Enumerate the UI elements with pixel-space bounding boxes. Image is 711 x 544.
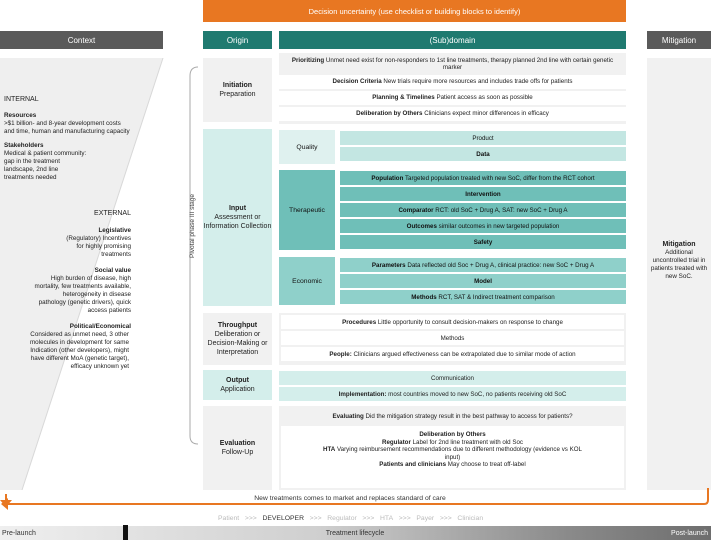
methods-text: RCT, SAT & Indirect treatment comparison: [436, 293, 555, 301]
data-bar: Data: [340, 147, 626, 161]
evaluating-label: Evaluating: [332, 412, 364, 420]
implementation-bar: [279, 387, 626, 401]
economic-label-box: Economic: [279, 257, 335, 305]
comparator-bar: [340, 203, 626, 217]
context-external: [4, 210, 131, 371]
prelaunch-label: Pre-launch: [2, 529, 36, 537]
comparator-label: Comparator: [398, 206, 434, 214]
implementation-text: most countries moved to new SoC, no patients receiving old SoC: [386, 390, 567, 398]
implementation-label: Implementation:: [338, 390, 387, 398]
political-title: Political/Economical: [69, 323, 131, 330]
subdomain-header: (Sub)domain: [279, 31, 626, 49]
deliberation-row: [279, 107, 626, 121]
outcomes-label: Outcomes: [406, 222, 437, 230]
chain-sep-1: >>>: [244, 515, 257, 522]
resources-title: Resources: [4, 112, 37, 119]
input-sub: Assessment or Information Collection: [203, 214, 272, 230]
product-bar: Product: [340, 131, 626, 145]
mitigation-content: [649, 241, 709, 281]
criteria-text: New trials require more resources and includes trade offs for patients: [381, 78, 573, 86]
patients-text: May choose to treat off-label: [446, 461, 526, 469]
initiation-block: [279, 53, 626, 124]
people-label: People:: [329, 350, 352, 358]
eval-deliberation-title: Deliberation by Others: [419, 431, 486, 438]
mitigation-title: Mitigation: [662, 241, 696, 248]
planning-row: [279, 91, 626, 105]
hta-text: Varying reimbursement recommendations due to different methodology (evidence vs KOL input): [335, 446, 582, 461]
origin-throughput: [203, 313, 272, 365]
origin-evaluation: [203, 406, 272, 490]
regulator-text: Label for 2nd line treatment with old Soc: [410, 438, 524, 446]
quality-label-box: Quality: [279, 130, 335, 164]
initiation-title: Initiation: [222, 82, 253, 89]
safety-bar: Safety: [340, 235, 626, 249]
stakeholders-title: Stakeholders: [4, 142, 44, 149]
output-sub: Application: [220, 386, 255, 393]
patients-label: Patients and clinicians: [379, 461, 447, 469]
evaluation-deliberation-card: [281, 426, 624, 488]
initiation-sub: Preparation: [219, 91, 256, 98]
postlaunch-label: Post-launch: [671, 529, 708, 537]
chain-payer: Payer: [416, 515, 435, 522]
communication-bar: Communication: [279, 371, 626, 385]
stakeholder-chain: [218, 515, 518, 525]
decision-uncertainty-banner: Decision uncertainty (use checklist or building blocks to identify): [203, 0, 626, 22]
planning-text: Patient access as soon as possible: [434, 94, 533, 102]
hta-label: HTA: [323, 446, 336, 454]
feedback-arrow-label: New treatments comes to market and replaces standard of care: [254, 494, 446, 502]
deliberation-label: Deliberation by Others: [356, 110, 423, 118]
criteria-label: Decision Criteria: [332, 78, 382, 86]
throughput-sub: Deliberation or Decision-Making or Interpretation: [207, 331, 268, 356]
regulator-line: [281, 439, 624, 447]
chain-clinician: Clinician: [457, 515, 484, 522]
social-title: Social value: [94, 267, 131, 274]
chain-sep-5: >>>: [439, 515, 452, 522]
prioritizing-row: [279, 53, 626, 75]
mitigation-header: Mitigation: [647, 31, 711, 49]
outcomes-bar: [340, 219, 626, 233]
social-text: High burden of disease, high mortality, few treatments available, heterogeneity in disease pathology (genetic drivers), quick access patients: [34, 275, 131, 314]
chain-hta: HTA: [380, 515, 394, 522]
evaluation-sub: Follow-Up: [221, 449, 254, 456]
legislative-title: Legislative: [98, 227, 131, 234]
throughput-methods-bar: Methods: [281, 331, 624, 345]
model-bar: Model: [340, 274, 626, 288]
prioritizing-label: Prioritizing: [291, 56, 325, 64]
lifecycle-label: Treatment lifecycle: [325, 529, 385, 537]
evaluating-text: Did the mitigation strategy result in the best pathway to access for patients?: [363, 412, 573, 420]
parameters-bar: [340, 258, 626, 272]
intervention-bar: Intervention: [340, 187, 626, 201]
chain-sep-2: >>>: [309, 515, 322, 522]
population-text: Targeted population treated with new SoC, differ from the RCT cohort: [403, 174, 595, 182]
political-text: Considered as unmet need, 3 other molecules in development for same Indication (other developers), might have different MoA (genetic target), efficacy unknown yet: [29, 331, 129, 370]
output-title: Output: [226, 377, 249, 384]
chain-regulator: Regulator: [327, 515, 357, 522]
therapeutic-label-box: Therapeutic: [279, 170, 335, 250]
outcomes-text: similar outcomes in new targeted population: [436, 222, 560, 230]
chain-patient: Patient: [218, 515, 240, 522]
feedback-arrow-head-icon: [0, 494, 12, 508]
criteria-row: [279, 75, 626, 89]
parameters-text: Data reflected old Soc + Drug A, clinical practice: new SoC + Drug A: [405, 261, 595, 269]
pivotal-stage-label: Pivotal phase III stage: [188, 194, 196, 258]
origin-initiation: [203, 58, 272, 122]
hta-line: [281, 446, 624, 461]
context-internal: [4, 96, 130, 182]
input-title: Input: [228, 205, 247, 212]
chain-sep-4: >>>: [398, 515, 411, 522]
procedures-text: Little opportunity to consult decision-makers on response to change: [376, 318, 563, 326]
people-text: Clinicians argued effectiveness can be extrapolated due to similar mode of action: [351, 350, 576, 358]
population-bar: [340, 171, 626, 185]
procedures-label: Procedures: [342, 318, 377, 326]
chain-developer: DEVELOPER: [262, 515, 304, 522]
methods-bar: [340, 290, 626, 304]
regulator-label: Regulator: [381, 438, 411, 446]
parameters-label: Parameters: [371, 261, 406, 269]
mitigation-text: Additional uncontrolled trial in patients treated with new SoC.: [650, 249, 708, 280]
stakeholders-text: Medical & patient community: gap in the treatment landscape, 2nd line treatments needed: [4, 150, 87, 181]
prioritizing-text: Unmet need exist for non-responders to 1st line treatments, therapy planned 2nd line with certain genetic marker: [324, 56, 614, 71]
legislative-text: (Regulatory) Incentives for highly promising treatments: [66, 235, 131, 258]
throughput-title: Throughput: [217, 322, 258, 329]
evaluation-title: Evaluation: [219, 440, 256, 447]
origin-output: [203, 370, 272, 400]
origin-header: Origin: [203, 31, 272, 49]
procedures-bar: [281, 315, 624, 329]
internal-title: INTERNAL: [4, 96, 39, 103]
patients-line: [281, 461, 624, 469]
evaluating-row: [281, 409, 624, 423]
people-bar: [281, 347, 624, 361]
external-title: EXTERNAL: [94, 210, 131, 217]
resources-text: >$1 billion- and 8-year development costs and time, human and manufacturing capacity: [4, 120, 130, 135]
context-header: Context: [0, 31, 163, 49]
lifecycle-marker: [123, 525, 128, 540]
deliberation-text: Clinicians expect minor differences in efficacy: [422, 110, 549, 118]
population-label: Population: [371, 174, 404, 182]
planning-label: Planning & Timelines: [372, 94, 435, 102]
origin-input: [203, 129, 272, 306]
comparator-text: RCT: old SoC + Drug A, SAT: new SoC + Drug A: [433, 206, 568, 214]
methods-label: Methods: [411, 293, 437, 301]
chain-sep-3: >>>: [362, 515, 375, 522]
